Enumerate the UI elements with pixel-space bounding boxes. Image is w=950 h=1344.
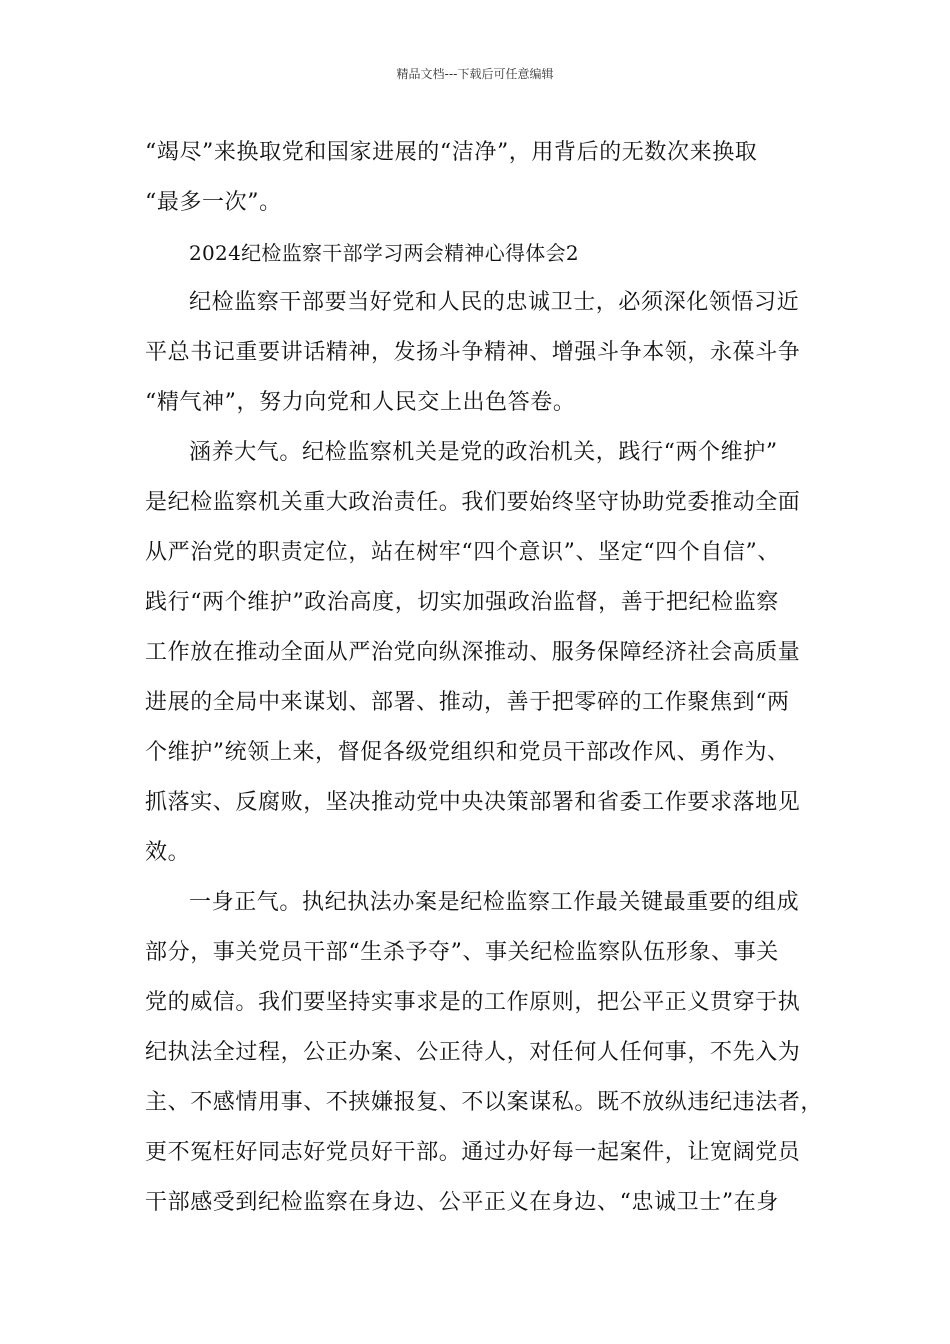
text-line: 工作放在推动全面从严治党向纵深推动、服务保障经济社会高质量 xyxy=(145,640,801,665)
text-line: 纪执法全过程，公正办案、公正待人，对任何人任何事，不先入为 xyxy=(145,1040,801,1065)
text-line: 效。 xyxy=(145,840,191,865)
text-line: 部分，事关党员干部“生杀予夺”、事关纪检监察队伍形象、事关 xyxy=(145,940,779,965)
text-line: “最多一次”。 xyxy=(145,190,282,215)
text-line: “竭尽”来换取党和国家进展的“洁净”，用背后的无数次来换取 xyxy=(145,140,758,165)
paragraph-start-line: 纪检监察干部要当好党和人民的忠诚卫士，必须深化领悟习近 xyxy=(189,290,800,315)
text-line: 更不冤枉好同志好党员好干部。通过办好每一起案件，让宽阔党员 xyxy=(145,1140,801,1165)
text-line: 平总书记重要讲话精神，发扬斗争精神、增强斗争本领，永葆斗争 xyxy=(145,340,801,365)
text-line: 个维护”统领上来，督促各级党组织和党员干部改作风、勇作为、 xyxy=(145,740,790,765)
text-line: 是纪检监察机关重大政治责任。我们要始终坚守协助党委推动全面 xyxy=(145,490,801,515)
text-line: 党的威信。我们要坚持实事求是的工作原则，把公平正义贯穿于执 xyxy=(145,990,801,1015)
section-title: 2024纪检监察干部学习两会精神心得体会2 xyxy=(189,241,579,265)
text-line: 进展的全局中来谋划、部署、推动，善于把零碎的工作聚焦到“两 xyxy=(145,690,790,715)
text-line: 主、不感情用事、不挟嫌报复、不以案谋私。既不放纵违纪违法者， xyxy=(145,1090,824,1115)
text-line: 抓落实、反腐败，坚决推动党中央决策部署和省委工作要求落地见 xyxy=(145,790,801,815)
paragraph-start-line: 涵养大气。纪检监察机关是党的政治机关，践行“两个维护” xyxy=(189,440,778,465)
text-line: 从严治党的职责定位，站在树牢“四个意识”、坚定“四个自信”、 xyxy=(145,540,780,565)
text-line: “精气神”，努力向党和人民交上出色答卷。 xyxy=(145,390,576,415)
page-header: 精品文档---下载后可任意编辑 xyxy=(396,67,554,81)
text-line: 践行“两个维护”政治高度，切实加强政治监督，善于把纪检监察 xyxy=(145,590,779,615)
paragraph-start-line: 一身正气。执纪执法办案是纪检监察工作最关键最重要的组成 xyxy=(189,890,800,915)
text-line: 干部感受到纪检监察在身边、公平正义在身边、“忠诚卫士”在身 xyxy=(145,1190,779,1215)
document-body xyxy=(145,128,824,1228)
